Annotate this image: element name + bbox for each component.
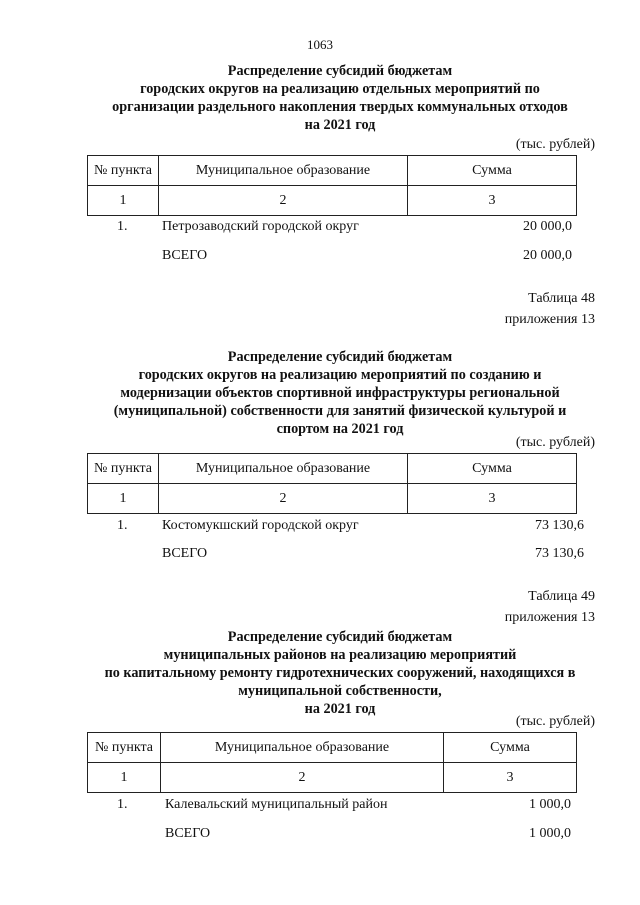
reference-line: приложения 13 <box>504 312 595 327</box>
units-label: (тыс. рублей) <box>515 435 595 450</box>
title-line: Распределение субсидий бюджетам <box>227 629 453 645</box>
section-2-table-reference <box>505 288 595 330</box>
row-sum: 73 130,6 <box>535 518 584 533</box>
title-line: по капитальному ремонту гидротехнических сооружений, находящихся в <box>104 665 576 681</box>
header-cell-number: № пункта <box>88 454 159 484</box>
column-number-cell: 3 <box>444 763 577 793</box>
header-cell-municipality: Муниципальное образование <box>159 156 408 186</box>
title-line: городских округов на реализацию мероприятий по созданию и <box>138 367 542 383</box>
title-line: на 2021 год <box>304 117 376 133</box>
row-sum: 20 000,0 <box>523 219 572 234</box>
section-1-title <box>40 62 640 134</box>
section-1-header-table <box>87 155 577 216</box>
header-cell-sum: Сумма <box>408 454 577 484</box>
section-2-title <box>40 348 640 438</box>
row-municipality: Петрозаводский городской округ <box>162 219 359 234</box>
header-row <box>88 733 577 763</box>
column-number-cell: 2 <box>159 484 408 514</box>
title-line: модернизации объектов спортивной инфраструктуры региональной <box>120 385 560 401</box>
total-sum: 20 000,0 <box>523 248 572 263</box>
title-line: муниципальной собственности, <box>238 683 442 699</box>
column-number-row <box>88 763 577 793</box>
page-number: 1063 <box>307 37 333 52</box>
title-line: (муниципальной) собственности для занятий физической культурой и <box>113 403 567 419</box>
title-line: Распределение субсидий бюджетам <box>227 349 453 365</box>
column-number-cell: 2 <box>159 186 408 216</box>
column-number-row <box>88 186 577 216</box>
column-number-cell: 3 <box>408 484 577 514</box>
row-municipality: Костомукшский городской округ <box>162 518 359 533</box>
total-label: ВСЕГО <box>162 248 208 263</box>
reference-line: Таблица 49 <box>528 589 595 604</box>
header-cell-municipality: Муниципальное образование <box>161 733 444 763</box>
section-2-header-table <box>87 453 577 514</box>
row-municipality: Калевальский муниципальный район <box>165 797 388 812</box>
title-line: муниципальных районов на реализацию мероприятий <box>163 647 517 663</box>
header-row <box>88 156 577 186</box>
units-label: (тыс. рублей) <box>515 137 595 152</box>
title-line: организации раздельного накопления твердых коммунальных отходов <box>112 99 568 115</box>
row-sum: 1 000,0 <box>529 797 571 812</box>
reference-line: приложения 13 <box>504 610 595 625</box>
title-line: городских округов на реализацию отдельных мероприятий по <box>140 81 540 97</box>
total-sum: 73 130,6 <box>535 546 584 561</box>
row-number: 1. <box>117 797 128 812</box>
column-number-cell: 3 <box>408 186 577 216</box>
total-sum: 1 000,0 <box>529 826 571 841</box>
section-3-header-table <box>87 732 577 793</box>
row-number: 1. <box>117 518 128 533</box>
units-label: (тыс. рублей) <box>515 714 595 729</box>
section-3-title <box>40 628 640 718</box>
header-cell-municipality: Муниципальное образование <box>159 454 408 484</box>
header-cell-sum: Сумма <box>408 156 577 186</box>
column-number-cell: 1 <box>88 484 159 514</box>
column-number-row <box>88 484 577 514</box>
total-label: ВСЕГО <box>165 826 211 841</box>
section-3-table-reference <box>505 586 595 628</box>
title-line: спортом на 2021 год <box>276 421 404 437</box>
reference-line: Таблица 48 <box>528 291 595 306</box>
header-row <box>88 454 577 484</box>
column-number-cell: 1 <box>88 186 159 216</box>
header-cell-number: № пункта <box>88 156 159 186</box>
total-label: ВСЕГО <box>162 546 208 561</box>
header-cell-sum: Сумма <box>444 733 577 763</box>
column-number-cell: 1 <box>88 763 161 793</box>
column-number-cell: 2 <box>161 763 444 793</box>
title-line: на 2021 год <box>304 701 376 717</box>
title-line: Распределение субсидий бюджетам <box>227 63 453 79</box>
row-number: 1. <box>117 219 128 234</box>
header-cell-number: № пункта <box>88 733 161 763</box>
